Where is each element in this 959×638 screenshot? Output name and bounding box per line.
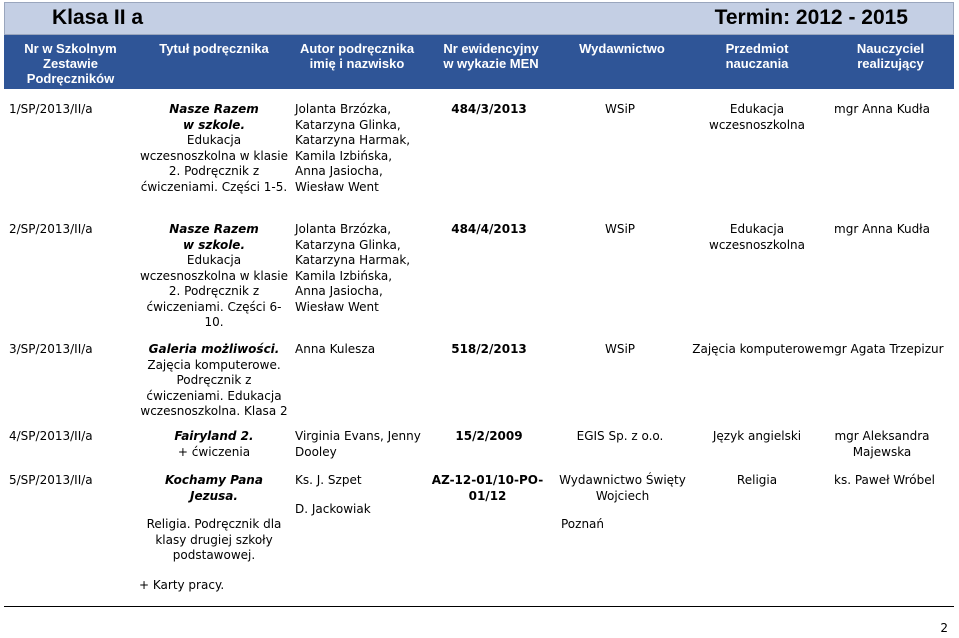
header-subject: Przedmiot nauczania <box>725 41 789 71</box>
row-publisher: Wydawnictwo Święty Wojciech Poznań <box>559 473 686 531</box>
row-teacher: mgr Anna Kudła <box>834 222 930 236</box>
header-teacher: Nauczyciel realizujący <box>856 41 925 71</box>
header-men: Nr ewidencyjny w wykazie MEN <box>443 41 539 71</box>
row-publisher: WSiP <box>604 222 636 236</box>
row-nr: 4/SP/2013/II/a <box>9 429 93 443</box>
row-subject: Edukacja wczesnoszkolna <box>709 222 805 252</box>
row-teacher: mgr Agata Trzepizur <box>822 342 944 356</box>
header-author: Autor podręcznika imię i nazwisko <box>299 41 415 71</box>
row-men-number: 484/3/2013 <box>451 102 527 116</box>
row-author: Jolanta Brzózka, Katarzyna Glinka, Katarzyna Harmak, Kamila Izbińska, Anna Jasiocha, Wiesław Went <box>295 222 411 314</box>
class-title: Klasa II a <box>52 6 144 29</box>
row-nr: 3/SP/2013/II/a <box>9 342 93 356</box>
row-title: Galeria możliwości. Zajęcia komputerowe. Podręcznik z ćwiczeniami. Edukacja wczesnoszkolna. Klasa 2 <box>140 342 288 418</box>
table-header <box>4 35 954 89</box>
row-teacher: mgr Aleksandra Majewska <box>834 429 930 459</box>
header-nr: Nr w Szkolnym Zestawie Podręczników <box>24 41 117 86</box>
row-publisher: WSiP <box>604 342 636 356</box>
row-subject: Zajęcia komputerowe <box>692 342 822 356</box>
row-men-number: AZ-12-01/10-PO- 01/12 <box>431 473 544 503</box>
header-title: Tytuł podręcznika <box>159 41 269 56</box>
row-subject: Język angielski <box>712 429 802 443</box>
row-men-number: 15/2/2009 <box>455 429 523 443</box>
row-title: Fairyland 2. + ćwiczenia <box>174 429 254 459</box>
row-teacher: mgr Anna Kudła <box>834 102 930 116</box>
row-title: Nasze Razem w szkole. Edukacja wczesnoszkolna w klasie 2. Podręcznik z ćwiczeniami. Części 6- 10. <box>139 222 289 329</box>
title-bar <box>4 2 954 35</box>
row-title: Nasze Razem w szkole. Edukacja wczesnoszkolna w klasie 2. Podręcznik z ćwiczeniami. Części 1-5. <box>139 102 289 194</box>
row-author: Ks. J. Szpet D. Jackowiak <box>295 473 371 516</box>
row-nr: 1/SP/2013/II/a <box>9 102 93 116</box>
header-publisher: Wydawnictwo <box>579 41 665 56</box>
row-nr: 5/SP/2013/II/a <box>9 473 93 487</box>
row-men-number: 518/2/2013 <box>451 342 527 356</box>
page-number: 2 <box>940 621 948 635</box>
term-title: Termin: 2012 - 2015 <box>714 6 908 29</box>
row-title: Kochamy Pana Jezusa. Religia. Podręcznik dla klasy drugiej szkoły podstawowej. + Karty pracy. <box>139 473 282 592</box>
page-separator <box>4 606 954 607</box>
row-publisher: EGIS Sp. z o.o. <box>576 429 664 443</box>
row-author: Jolanta Brzózka, Katarzyna Glinka, Katarzyna Harmak, Kamila Izbińska, Anna Jasiocha, Wiesław Went <box>295 102 411 194</box>
row-men-number: 484/4/2013 <box>451 222 527 236</box>
row-nr: 2/SP/2013/II/a <box>9 222 93 236</box>
row-author: Anna Kulesza <box>295 342 376 356</box>
row-author: Virginia Evans, Jenny Dooley <box>295 429 421 459</box>
row-publisher: WSiP <box>604 102 636 116</box>
row-subject: Religia <box>736 473 778 487</box>
row-teacher: ks. Paweł Wróbel <box>834 473 935 487</box>
row-subject: Edukacja wczesnoszkolna <box>709 102 805 132</box>
